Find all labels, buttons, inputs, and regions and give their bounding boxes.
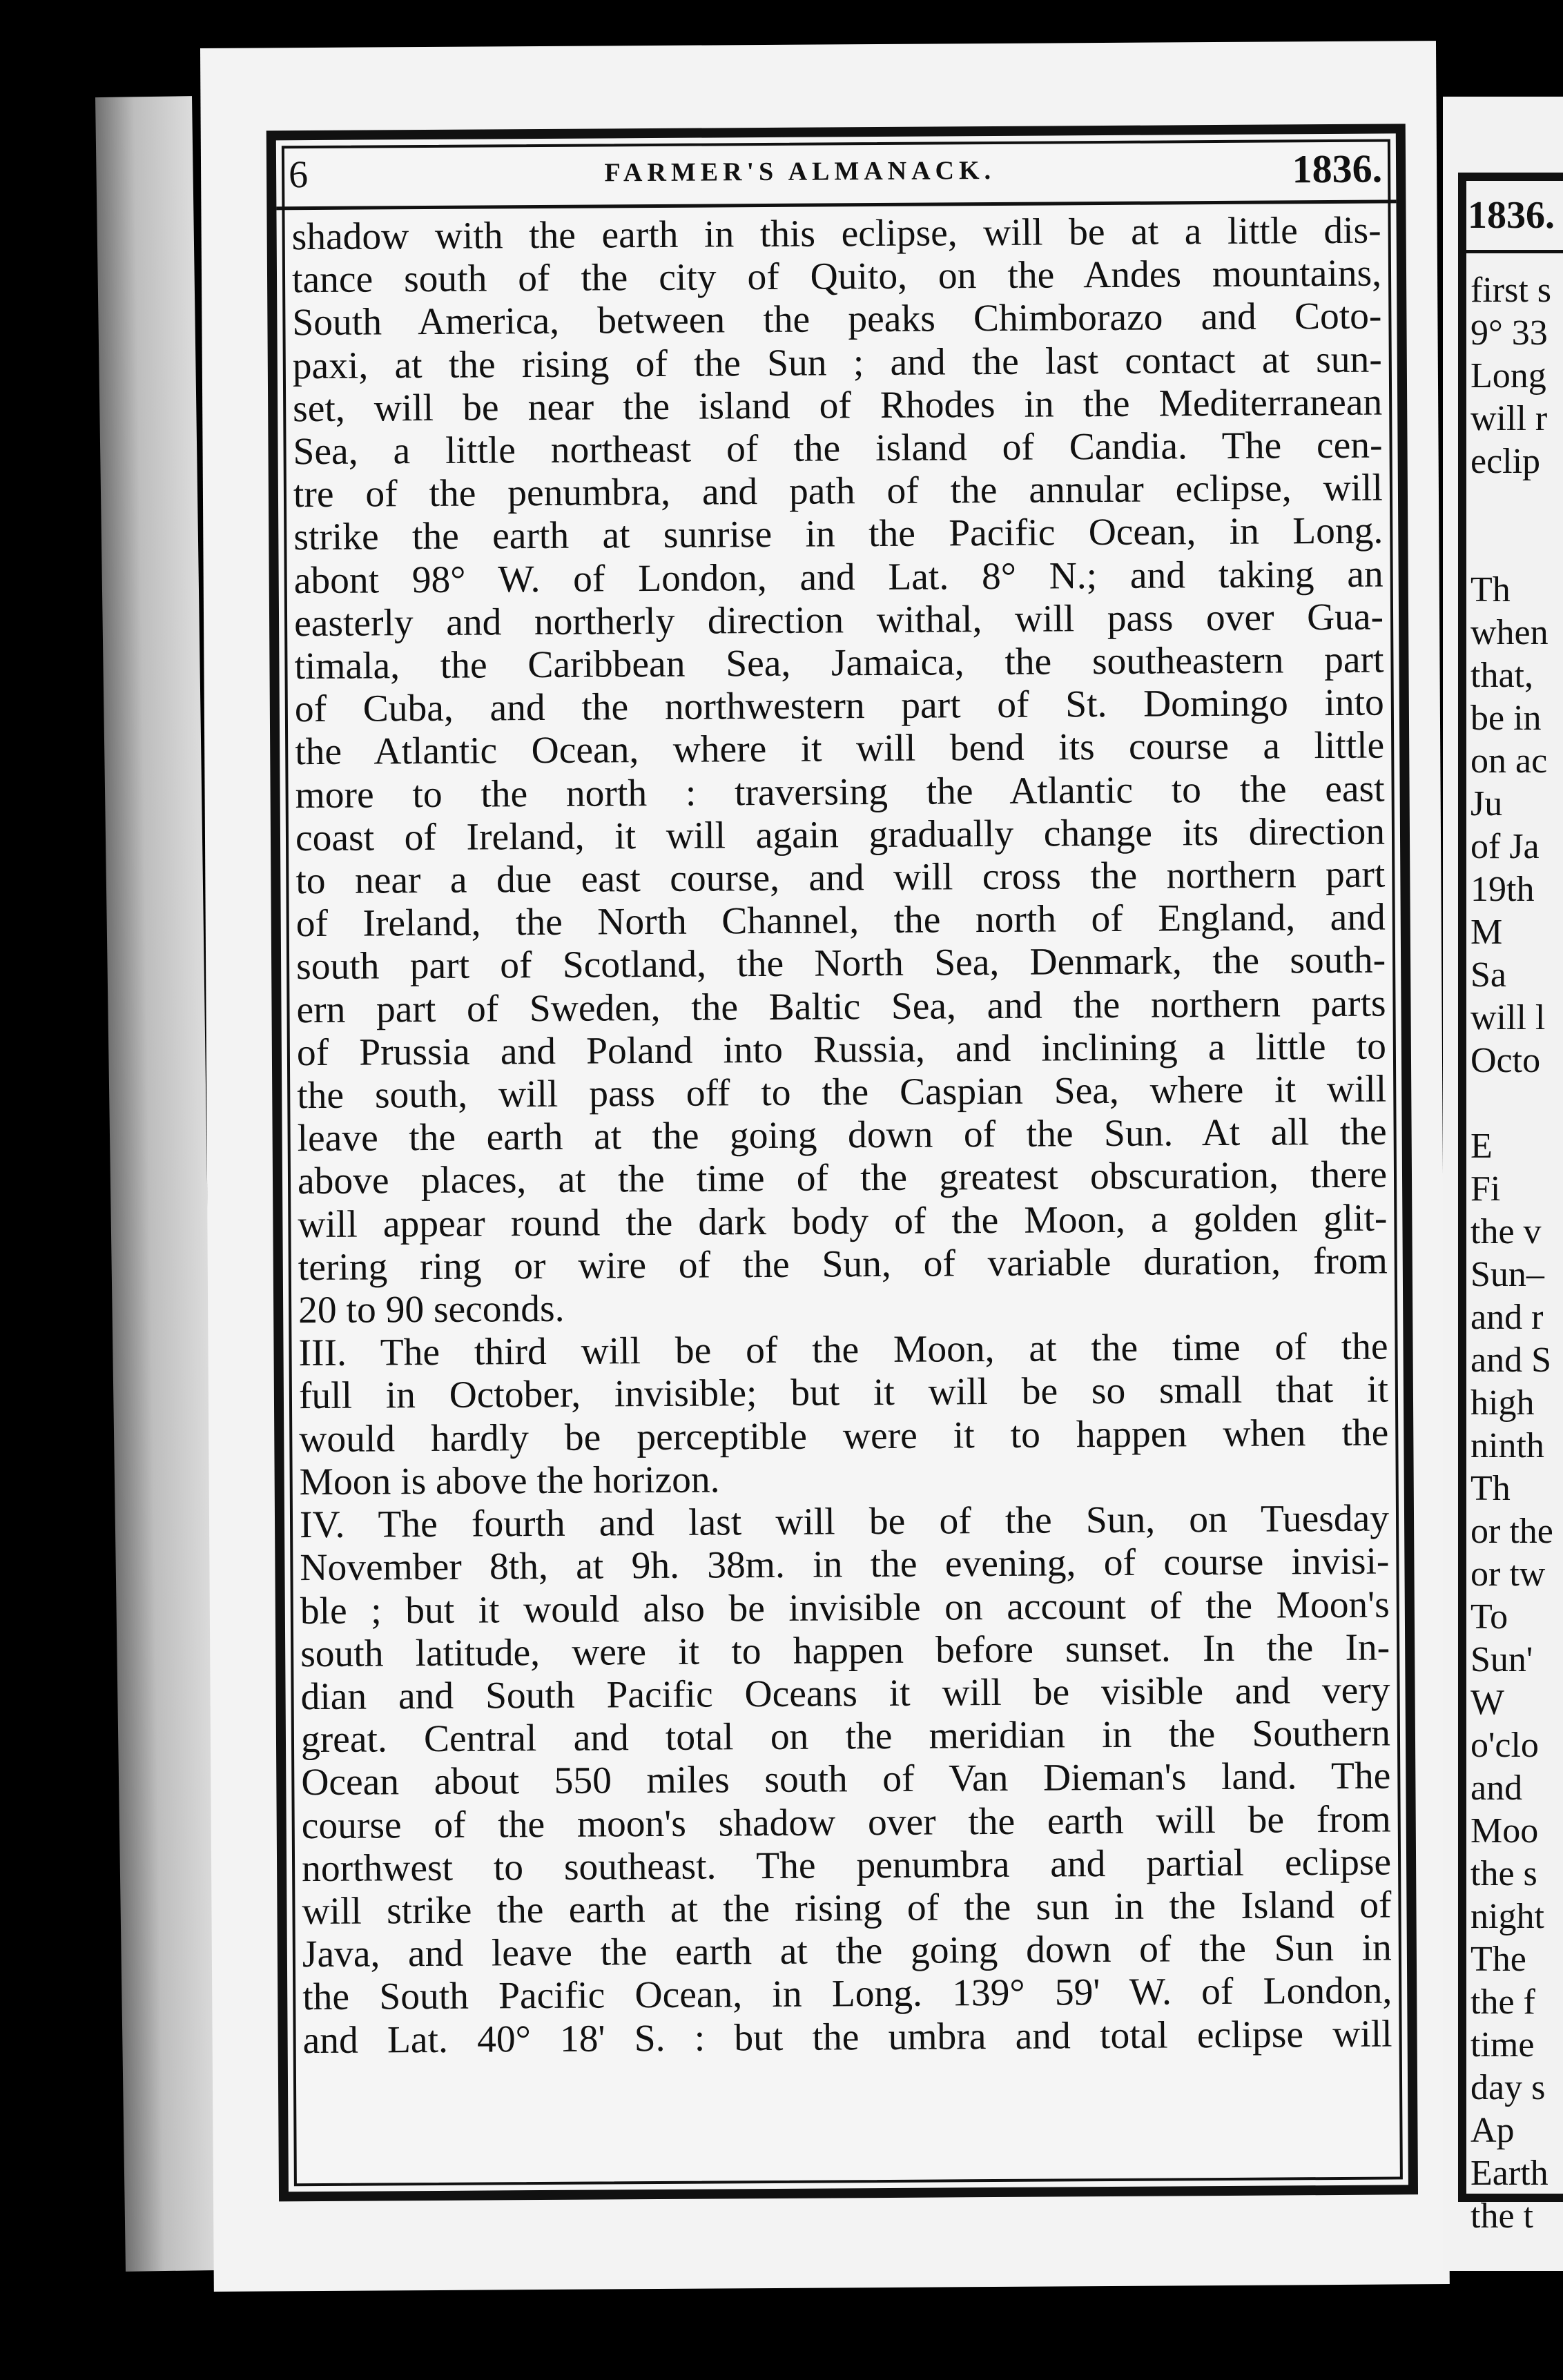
facing-text-fragment: the t [1470, 2196, 1533, 2236]
text-line: easterly and northerly direction withal, will pass over Gua- [293, 596, 1384, 645]
text-line: will strike the earth at the rising of the sun in the Island of [302, 1884, 1392, 1933]
facing-text-fragment: night [1470, 1897, 1544, 1936]
facing-text-fragment: Earth [1470, 2154, 1549, 2193]
text-line: of Prussia and Poland into Russia, and inclining a little to [296, 1025, 1387, 1075]
facing-text-fragment: Th [1470, 570, 1511, 609]
facing-text-fragment: Sa [1470, 955, 1506, 995]
text-line: abont 98° W. of London, and Lat. 8° N.; and taking an [293, 553, 1384, 602]
facing-text-fragment: 19th [1470, 870, 1535, 909]
text-line: above places, at the time of the greatest obscuration, there [297, 1153, 1388, 1203]
text-line: the South Pacific Ocean, in Long. 139° 59' W. of London, [302, 1969, 1392, 2019]
text-line: coast of Ireland, it will again gradually change its direction [295, 810, 1386, 860]
text-line: great. Central and total on the meridian in the Southern [300, 1712, 1391, 1762]
text-line: set, will be near the island of Rhodes in the Mediterranean [293, 381, 1383, 431]
facing-text-fragment: the v [1470, 1212, 1542, 1251]
facing-text-fragment: of Ja [1470, 827, 1540, 866]
text-line: leave the earth at the going down of the Sun. At all the [297, 1111, 1387, 1160]
facing-text-fragment: day s [1470, 2068, 1546, 2107]
text-line: South America, between the peaks Chimborazo and Coto- [292, 295, 1382, 344]
facing-header-rule [1466, 250, 1563, 253]
facing-text-fragment [1470, 526, 1553, 569]
facing-text-fragment: M [1470, 913, 1503, 952]
text-line: November 8th, at 9h. 38m. in the evening, of course invisi- [300, 1540, 1390, 1590]
text-line: strike the earth at sunrise in the Pacific Ocean, in Long. [293, 509, 1384, 559]
text-line: south latitude, were it to happen before sunset. In the In- [300, 1626, 1390, 1675]
facing-text-fragment: Moo [1470, 1811, 1539, 1851]
text-line: of Cuba, and the northwestern part of St. Domingo into [294, 681, 1385, 731]
facing-text-fragment: when [1470, 613, 1549, 652]
facing-text-fragment: Ju [1470, 784, 1503, 823]
facing-page-text [1470, 269, 1553, 2238]
text-line: tering ring or wire of the Sun, of variable duration, from [298, 1240, 1388, 1289]
facing-text-fragment: and r [1470, 1298, 1544, 1337]
text-line: Java, and leave the earth at the going down of the Sun in [302, 1927, 1392, 1976]
facing-text-fragment: E [1470, 1126, 1493, 1166]
facing-text-fragment: 9° 33 [1470, 313, 1548, 353]
facing-text-fragment: be in [1470, 699, 1542, 738]
facing-text-fragment: first s [1470, 271, 1551, 310]
text-line: Moon is above the horizon. [299, 1459, 720, 1504]
text-line: more to the north : traversing the Atlantic to the east [295, 768, 1385, 817]
facing-text-fragment: and [1470, 1768, 1523, 1808]
facing-text-fragment: Fi [1470, 1169, 1501, 1209]
text-line: of Ireland, the North Channel, the north of England, and [295, 896, 1386, 946]
facing-text-fragment: on ac [1470, 741, 1548, 781]
facing-text-fragment: or the [1470, 1512, 1553, 1551]
text-line: to near a due east course, and will cross the northern part [295, 853, 1386, 903]
text-line: IV. The fourth and last will be of the Sun, on Tuesday [299, 1497, 1390, 1547]
text-line: south part of Scotland, the North Sea, Denmark, the south- [295, 939, 1386, 988]
almanac-page [200, 41, 1450, 2292]
facing-page-fragment [1443, 97, 1563, 2271]
facing-text-fragment: high [1470, 1383, 1535, 1423]
page-header [283, 140, 1389, 202]
body-text [291, 210, 1392, 2062]
facing-text-fragment: o'clo [1470, 1726, 1539, 1765]
facing-text-fragment: the f [1470, 1982, 1535, 2022]
facing-page-year: 1836. [1468, 194, 1555, 237]
text-line: course of the moon's shadow over the earth will be from [301, 1798, 1391, 1847]
facing-text-fragment [1470, 483, 1553, 526]
text-line: the Atlantic Ocean, where it will bend its course a little [295, 724, 1385, 774]
text-line: shadow with the earth in this eclipse, will be at a little dis- [291, 209, 1381, 259]
text-line: tre of the penumbra, and path of the annular eclipse, will [293, 467, 1384, 516]
text-line: tance south of the city of Quito, on the Andes mountains, [291, 252, 1382, 302]
facing-text-fragment: and S [1470, 1340, 1551, 1380]
text-line: Sea, a little northeast of the island of Candia. The cen- [293, 424, 1383, 474]
text-line: Ocean about 550 miles south of Van Dieman's land. The [301, 1755, 1391, 1804]
facing-text-fragment: Long [1470, 356, 1546, 396]
facing-text-fragment: time [1470, 2025, 1535, 2065]
facing-text-fragment [1470, 1082, 1553, 1125]
facing-text-fragment: that, [1470, 656, 1533, 695]
text-line: northwest to southeast. The penumbra and partial eclipse [301, 1841, 1392, 1890]
text-line: dian and South Pacific Oceans it will be visible and very [300, 1669, 1390, 1719]
facing-text-fragment: The [1470, 1940, 1526, 1979]
facing-text-fragment: ninth [1470, 1426, 1544, 1465]
text-line: ern part of Sweden, the Baltic Sea, and the northern parts [296, 982, 1386, 1031]
facing-text-fragment: eclip [1470, 442, 1541, 481]
facing-text-fragment: Sun– [1470, 1255, 1544, 1294]
facing-text-fragment: Ap [1470, 2111, 1515, 2150]
facing-text-fragment: or tw [1470, 1554, 1546, 1594]
page-border [266, 124, 1418, 2201]
facing-text-fragment: Sun' [1470, 1640, 1533, 1679]
facing-text-fragment: W [1470, 1683, 1505, 1722]
facing-text-fragment: will r [1470, 399, 1548, 438]
facing-text-fragment: will l [1470, 998, 1546, 1037]
facing-text-fragment: Th [1470, 1469, 1511, 1508]
facing-text-fragment: To [1470, 1597, 1508, 1637]
facing-text-fragment: Octo [1470, 1041, 1541, 1080]
text-line: the south, will pass off to the Caspian Sea, where it will [297, 1068, 1387, 1118]
text-line: and Lat. 40° 18' S. : but the umbra and total eclipse will [302, 2013, 1392, 2062]
text-line: III. The third will be of the Moon, at the time of the [298, 1325, 1388, 1375]
text-line: would hardly be perceptible were it to happen when the [299, 1412, 1389, 1461]
text-line: will appear round the dark body of the Moon, a golden glit- [298, 1197, 1388, 1246]
text-line: ble ; but it would also be invisible on account of the Moon's [300, 1583, 1390, 1632]
header-year: 1836. [1292, 146, 1383, 191]
text-line: timala, the Caribbean Sea, Jamaica, the southeastern part [294, 638, 1384, 688]
page-number: 6 [288, 153, 309, 197]
facing-text-fragment: the s [1470, 1854, 1537, 1893]
text-line: paxi, at the rising of the Sun ; and the last contact at sun- [292, 338, 1382, 387]
running-title: FARMER'S ALMANACK. [604, 155, 996, 188]
text-line: 20 to 90 seconds. [298, 1287, 565, 1332]
text-line: full in October, invisible; but it will be so small that it [298, 1369, 1389, 1418]
